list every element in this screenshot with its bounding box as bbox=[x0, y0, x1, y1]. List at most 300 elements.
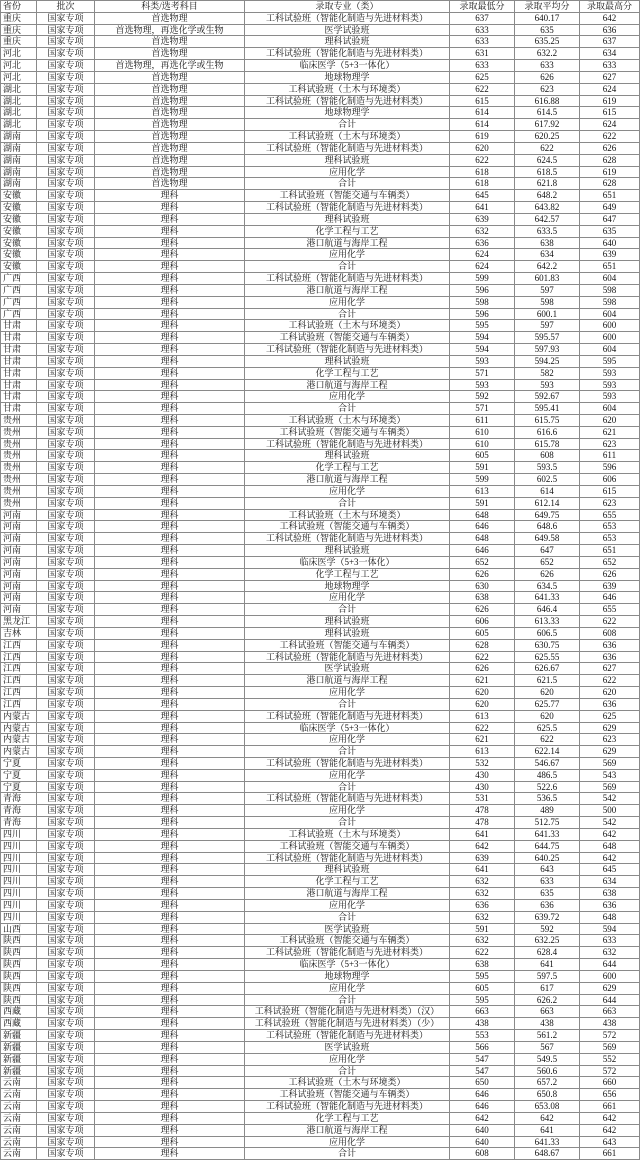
batch-cell: 国家专项 bbox=[37, 131, 95, 142]
province-cell: 四川 bbox=[1, 876, 37, 887]
avg-score-cell: 635.25 bbox=[515, 36, 580, 47]
major-cell: 合计 bbox=[245, 498, 450, 509]
min-score-cell: 642 bbox=[450, 841, 515, 852]
table-row bbox=[1, 1137, 640, 1149]
avg-score-cell: 595.41 bbox=[515, 403, 580, 414]
batch-cell: 国家专项 bbox=[37, 924, 95, 935]
min-score-cell: 622 bbox=[450, 155, 515, 166]
subject-cell: 首选物理 bbox=[95, 107, 245, 118]
table-row bbox=[1, 545, 640, 557]
table-row bbox=[1, 983, 640, 995]
major-cell: 港口航道与海岸工程 bbox=[245, 285, 450, 296]
subject-cell: 理科 bbox=[95, 332, 245, 343]
batch-cell: 国家专项 bbox=[37, 581, 95, 592]
major-cell: 工科试验班（智能交通与车辆类） bbox=[245, 521, 450, 532]
max-score-cell: 608 bbox=[580, 628, 640, 639]
max-score-cell: 643 bbox=[580, 1137, 640, 1148]
min-score-cell: 571 bbox=[450, 368, 515, 379]
max-score-cell: 542 bbox=[580, 817, 640, 828]
table-row bbox=[1, 285, 640, 297]
header-province: 省份 bbox=[1, 1, 37, 12]
max-score-cell: 620 bbox=[580, 415, 640, 426]
batch-cell: 国家专项 bbox=[37, 462, 95, 473]
max-score-cell: 639 bbox=[580, 581, 640, 592]
subject-cell: 理科 bbox=[95, 1018, 245, 1029]
max-score-cell: 642 bbox=[580, 853, 640, 864]
max-score-cell: 633 bbox=[580, 60, 640, 71]
table-row bbox=[1, 711, 640, 723]
batch-cell: 国家专项 bbox=[37, 498, 95, 509]
table-row bbox=[1, 1101, 640, 1113]
table-row bbox=[1, 817, 640, 829]
min-score-cell: 632 bbox=[450, 888, 515, 899]
major-cell: 应用化学 bbox=[245, 687, 450, 698]
avg-score-cell: 626.67 bbox=[515, 663, 580, 674]
max-score-cell: 569 bbox=[580, 782, 640, 793]
max-score-cell: 651 bbox=[580, 190, 640, 201]
max-score-cell: 604 bbox=[580, 403, 640, 414]
province-cell: 甘肃 bbox=[1, 368, 37, 379]
major-cell: 工科试验班（智能化制造与先进材料类） bbox=[245, 1101, 450, 1112]
subject-cell: 首选物理 bbox=[95, 84, 245, 95]
table-row bbox=[1, 557, 640, 569]
province-cell: 河北 bbox=[1, 48, 37, 59]
min-score-cell: 430 bbox=[450, 782, 515, 793]
min-score-cell: 531 bbox=[450, 793, 515, 804]
avg-score-cell: 626 bbox=[515, 569, 580, 580]
avg-score-cell: 663 bbox=[515, 1006, 580, 1017]
max-score-cell: 593 bbox=[580, 380, 640, 391]
table-row bbox=[1, 853, 640, 865]
min-score-cell: 592 bbox=[450, 391, 515, 402]
subject-cell: 首选物理，再选化学或生物 bbox=[95, 25, 245, 36]
major-cell: 工科试验班（智能交通与车辆类） bbox=[245, 1089, 450, 1100]
batch-cell: 国家专项 bbox=[37, 652, 95, 663]
avg-score-cell: 620 bbox=[515, 687, 580, 698]
subject-cell: 理科 bbox=[95, 723, 245, 734]
min-score-cell: 640 bbox=[450, 1137, 515, 1148]
province-cell: 湖北 bbox=[1, 96, 37, 107]
avg-score-cell: 597.5 bbox=[515, 971, 580, 982]
avg-score-cell: 595.57 bbox=[515, 332, 580, 343]
table-row bbox=[1, 462, 640, 474]
max-score-cell: 644 bbox=[580, 959, 640, 970]
min-score-cell: 605 bbox=[450, 450, 515, 461]
batch-cell: 国家专项 bbox=[37, 356, 95, 367]
major-cell: 应用化学 bbox=[245, 167, 450, 178]
max-score-cell: 598 bbox=[580, 285, 640, 296]
province-cell: 西藏 bbox=[1, 1006, 37, 1017]
avg-score-cell: 649.75 bbox=[515, 510, 580, 521]
table-row bbox=[1, 391, 640, 403]
min-score-cell: 478 bbox=[450, 817, 515, 828]
major-cell: 医学试验班 bbox=[245, 663, 450, 674]
province-cell: 湖北 bbox=[1, 84, 37, 95]
max-score-cell: 611 bbox=[580, 450, 640, 461]
batch-cell: 国家专项 bbox=[37, 675, 95, 686]
avg-score-cell: 597 bbox=[515, 320, 580, 331]
major-cell: 合计 bbox=[245, 604, 450, 615]
province-cell: 四川 bbox=[1, 841, 37, 852]
major-cell: 理科试验班 bbox=[245, 616, 450, 627]
min-score-cell: 638 bbox=[450, 959, 515, 970]
min-score-cell: 622 bbox=[450, 652, 515, 663]
major-cell: 合计 bbox=[245, 403, 450, 414]
min-score-cell: 478 bbox=[450, 805, 515, 816]
subject-cell: 理科 bbox=[95, 853, 245, 864]
min-score-cell: 608 bbox=[450, 1148, 515, 1159]
min-score-cell: 633 bbox=[450, 25, 515, 36]
major-cell: 应用化学 bbox=[245, 1137, 450, 1148]
batch-cell: 国家专项 bbox=[37, 1137, 95, 1148]
min-score-cell: 638 bbox=[450, 592, 515, 603]
table-row bbox=[1, 261, 640, 273]
province-cell: 广西 bbox=[1, 285, 37, 296]
batch-cell: 国家专项 bbox=[37, 569, 95, 580]
subject-cell: 理科 bbox=[95, 604, 245, 615]
province-cell: 贵州 bbox=[1, 498, 37, 509]
major-cell: 工科试验班（智能化制造与先进材料类） bbox=[245, 711, 450, 722]
min-score-cell: 624 bbox=[450, 249, 515, 260]
table-row bbox=[1, 1089, 640, 1101]
subject-cell: 理科 bbox=[95, 320, 245, 331]
subject-cell: 理科 bbox=[95, 864, 245, 875]
table-row bbox=[1, 888, 640, 900]
batch-cell: 国家专项 bbox=[37, 521, 95, 532]
subject-cell: 理科 bbox=[95, 474, 245, 485]
province-cell: 云南 bbox=[1, 1113, 37, 1124]
min-score-cell: 599 bbox=[450, 474, 515, 485]
subject-cell: 首选物理 bbox=[95, 13, 245, 24]
subject-cell: 首选物理 bbox=[95, 155, 245, 166]
table-row bbox=[1, 332, 640, 344]
max-score-cell: 615 bbox=[580, 486, 640, 497]
min-score-cell: 646 bbox=[450, 1101, 515, 1112]
avg-score-cell: 567 bbox=[515, 1042, 580, 1053]
province-cell: 西藏 bbox=[1, 1018, 37, 1029]
province-cell: 重庆 bbox=[1, 36, 37, 47]
subject-cell: 理科 bbox=[95, 1077, 245, 1088]
province-cell: 广西 bbox=[1, 297, 37, 308]
batch-cell: 国家专项 bbox=[37, 959, 95, 970]
avg-score-cell: 632.2 bbox=[515, 48, 580, 59]
max-score-cell: 622 bbox=[580, 675, 640, 686]
table-row bbox=[1, 971, 640, 983]
min-score-cell: 632 bbox=[450, 226, 515, 237]
subject-cell: 理科 bbox=[95, 202, 245, 213]
batch-cell: 国家专项 bbox=[37, 60, 95, 71]
batch-cell: 国家专项 bbox=[37, 297, 95, 308]
min-score-cell: 646 bbox=[450, 545, 515, 556]
table-row bbox=[1, 356, 640, 368]
subject-cell: 理科 bbox=[95, 439, 245, 450]
avg-score-cell: 653.08 bbox=[515, 1101, 580, 1112]
subject-cell: 理科 bbox=[95, 1137, 245, 1148]
batch-cell: 国家专项 bbox=[37, 545, 95, 556]
avg-score-cell: 641.33 bbox=[515, 1137, 580, 1148]
min-score-cell: 591 bbox=[450, 924, 515, 935]
province-cell: 新疆 bbox=[1, 1054, 37, 1065]
province-cell: 陕西 bbox=[1, 995, 37, 1006]
major-cell: 理科试验班 bbox=[245, 628, 450, 639]
max-score-cell: 651 bbox=[580, 545, 640, 556]
batch-cell: 国家专项 bbox=[37, 48, 95, 59]
table-row bbox=[1, 912, 640, 924]
avg-score-cell: 635 bbox=[515, 25, 580, 36]
min-score-cell: 648 bbox=[450, 533, 515, 544]
subject-cell: 理科 bbox=[95, 521, 245, 532]
subject-cell: 首选物理 bbox=[95, 96, 245, 107]
table-row bbox=[1, 793, 640, 805]
batch-cell: 国家专项 bbox=[37, 226, 95, 237]
table-row bbox=[1, 1113, 640, 1125]
province-cell: 河南 bbox=[1, 557, 37, 568]
major-cell: 应用化学 bbox=[245, 983, 450, 994]
min-score-cell: 636 bbox=[450, 238, 515, 249]
batch-cell: 国家专项 bbox=[37, 510, 95, 521]
major-cell: 合计 bbox=[245, 119, 450, 130]
avg-score-cell: 616.6 bbox=[515, 427, 580, 438]
avg-score-cell: 647 bbox=[515, 545, 580, 556]
table-row bbox=[1, 675, 640, 687]
max-score-cell: 636 bbox=[580, 640, 640, 651]
avg-score-cell: 642.57 bbox=[515, 214, 580, 225]
batch-cell: 国家专项 bbox=[37, 439, 95, 450]
avg-score-cell: 634 bbox=[515, 249, 580, 260]
max-score-cell: 623 bbox=[580, 734, 640, 745]
avg-score-cell: 620.25 bbox=[515, 131, 580, 142]
major-cell: 港口航道与海岸工程 bbox=[245, 675, 450, 686]
batch-cell: 国家专项 bbox=[37, 1101, 95, 1112]
major-cell: 理科试验班 bbox=[245, 864, 450, 875]
max-score-cell: 663 bbox=[580, 1006, 640, 1017]
subject-cell: 理科 bbox=[95, 1054, 245, 1065]
table-row bbox=[1, 900, 640, 912]
subject-cell: 理科 bbox=[95, 711, 245, 722]
province-cell: 贵州 bbox=[1, 474, 37, 485]
province-cell: 贵州 bbox=[1, 486, 37, 497]
header-max-score: 录取最高分 bbox=[580, 1, 640, 12]
min-score-cell: 547 bbox=[450, 1066, 515, 1077]
min-score-cell: 620 bbox=[450, 687, 515, 698]
batch-cell: 国家专项 bbox=[37, 380, 95, 391]
batch-cell: 国家专项 bbox=[37, 817, 95, 828]
major-cell: 港口航道与海岸工程 bbox=[245, 238, 450, 249]
min-score-cell: 553 bbox=[450, 1030, 515, 1041]
min-score-cell: 591 bbox=[450, 498, 515, 509]
province-cell: 四川 bbox=[1, 864, 37, 875]
major-cell: 应用化学 bbox=[245, 900, 450, 911]
table-row bbox=[1, 1054, 640, 1066]
table-row bbox=[1, 935, 640, 947]
max-score-cell: 661 bbox=[580, 1148, 640, 1159]
major-cell: 临床医学（5+3一体化） bbox=[245, 959, 450, 970]
batch-cell: 国家专项 bbox=[37, 853, 95, 864]
min-score-cell: 614 bbox=[450, 119, 515, 130]
max-score-cell: 629 bbox=[580, 983, 640, 994]
table-row bbox=[1, 415, 640, 427]
subject-cell: 理科 bbox=[95, 297, 245, 308]
major-cell: 合计 bbox=[245, 178, 450, 189]
table-row bbox=[1, 238, 640, 250]
subject-cell: 理科 bbox=[95, 628, 245, 639]
max-score-cell: 629 bbox=[580, 723, 640, 734]
min-score-cell: 621 bbox=[450, 734, 515, 745]
avg-score-cell: 640.25 bbox=[515, 853, 580, 864]
max-score-cell: 653 bbox=[580, 533, 640, 544]
table-row bbox=[1, 805, 640, 817]
subject-cell: 理科 bbox=[95, 758, 245, 769]
min-score-cell: 625 bbox=[450, 72, 515, 83]
avg-score-cell: 648.6 bbox=[515, 521, 580, 532]
table-row bbox=[1, 533, 640, 545]
max-score-cell: 645 bbox=[580, 864, 640, 875]
subject-cell: 首选物理 bbox=[95, 167, 245, 178]
batch-cell: 国家专项 bbox=[37, 1042, 95, 1053]
province-cell: 贵州 bbox=[1, 439, 37, 450]
province-cell: 云南 bbox=[1, 1148, 37, 1159]
avg-score-cell: 612.14 bbox=[515, 498, 580, 509]
major-cell: 合计 bbox=[245, 699, 450, 710]
province-cell: 黑龙江 bbox=[1, 616, 37, 627]
batch-cell: 国家专项 bbox=[37, 995, 95, 1006]
major-cell: 工科试验班（智能化制造与先进材料类） bbox=[245, 652, 450, 663]
batch-cell: 国家专项 bbox=[37, 592, 95, 603]
batch-cell: 国家专项 bbox=[37, 971, 95, 982]
province-cell: 内蒙古 bbox=[1, 734, 37, 745]
subject-cell: 理科 bbox=[95, 533, 245, 544]
major-cell: 应用化学 bbox=[245, 770, 450, 781]
subject-cell: 理科 bbox=[95, 793, 245, 804]
batch-cell: 国家专项 bbox=[37, 72, 95, 83]
major-cell: 医学试验班 bbox=[245, 924, 450, 935]
batch-cell: 国家专项 bbox=[37, 533, 95, 544]
table-row bbox=[1, 699, 640, 711]
batch-cell: 国家专项 bbox=[37, 793, 95, 804]
max-score-cell: 638 bbox=[580, 888, 640, 899]
province-cell: 安徽 bbox=[1, 226, 37, 237]
subject-cell: 理科 bbox=[95, 545, 245, 556]
major-cell: 工科试验班（土木与环境类） bbox=[245, 510, 450, 521]
subject-cell: 首选物理 bbox=[95, 72, 245, 83]
table-row bbox=[1, 663, 640, 675]
province-cell: 广西 bbox=[1, 273, 37, 284]
province-cell: 甘肃 bbox=[1, 403, 37, 414]
max-score-cell: 649 bbox=[580, 202, 640, 213]
batch-cell: 国家专项 bbox=[37, 84, 95, 95]
batch-cell: 国家专项 bbox=[37, 770, 95, 781]
subject-cell: 首选物理 bbox=[95, 48, 245, 59]
min-score-cell: 594 bbox=[450, 332, 515, 343]
min-score-cell: 598 bbox=[450, 297, 515, 308]
batch-cell: 国家专项 bbox=[37, 143, 95, 154]
subject-cell: 理科 bbox=[95, 1042, 245, 1053]
major-cell: 工科试验班（智能化制造与先进材料类） bbox=[245, 1030, 450, 1041]
major-cell: 化学工程与工艺 bbox=[245, 876, 450, 887]
min-score-cell: 594 bbox=[450, 344, 515, 355]
min-score-cell: 438 bbox=[450, 1018, 515, 1029]
table-row bbox=[1, 995, 640, 1007]
major-cell: 工科试验班（智能化制造与先进材料类） bbox=[245, 13, 450, 24]
province-cell: 江西 bbox=[1, 652, 37, 663]
table-row bbox=[1, 604, 640, 616]
header-batch: 批次 bbox=[37, 1, 95, 12]
province-cell: 江西 bbox=[1, 640, 37, 651]
province-cell: 重庆 bbox=[1, 25, 37, 36]
subject-cell: 首选物理 bbox=[95, 131, 245, 142]
min-score-cell: 618 bbox=[450, 167, 515, 178]
batch-cell: 国家专项 bbox=[37, 734, 95, 745]
table-row bbox=[1, 723, 640, 735]
min-score-cell: 641 bbox=[450, 829, 515, 840]
major-cell: 化学工程与工艺 bbox=[245, 368, 450, 379]
table-row bbox=[1, 273, 640, 285]
avg-score-cell: 643 bbox=[515, 864, 580, 875]
min-score-cell: 632 bbox=[450, 935, 515, 946]
min-score-cell: 593 bbox=[450, 356, 515, 367]
avg-score-cell: 536.5 bbox=[515, 793, 580, 804]
subject-cell: 理科 bbox=[95, 1030, 245, 1041]
avg-score-cell: 560.6 bbox=[515, 1066, 580, 1077]
min-score-cell: 639 bbox=[450, 214, 515, 225]
province-cell: 江西 bbox=[1, 675, 37, 686]
avg-score-cell: 625.55 bbox=[515, 652, 580, 663]
subject-cell: 理科 bbox=[95, 380, 245, 391]
table-row bbox=[1, 758, 640, 770]
avg-score-cell: 639.72 bbox=[515, 912, 580, 923]
subject-cell: 理科 bbox=[95, 616, 245, 627]
batch-cell: 国家专项 bbox=[37, 1054, 95, 1065]
province-cell: 内蒙古 bbox=[1, 723, 37, 734]
avg-score-cell: 592 bbox=[515, 924, 580, 935]
major-cell: 工科试验班（土木与环境类） bbox=[245, 320, 450, 331]
avg-score-cell: 648.2 bbox=[515, 190, 580, 201]
max-score-cell: 572 bbox=[580, 1030, 640, 1041]
avg-score-cell: 608 bbox=[515, 450, 580, 461]
province-cell: 贵州 bbox=[1, 415, 37, 426]
subject-cell: 理科 bbox=[95, 841, 245, 852]
avg-score-cell: 642 bbox=[515, 1113, 580, 1124]
major-cell: 合计 bbox=[245, 995, 450, 1006]
major-cell: 工科试验班（土木与环境类） bbox=[245, 131, 450, 142]
min-score-cell: 648 bbox=[450, 510, 515, 521]
table-row bbox=[1, 450, 640, 462]
min-score-cell: 613 bbox=[450, 746, 515, 757]
province-cell: 重庆 bbox=[1, 13, 37, 24]
major-cell: 港口航道与海岸工程 bbox=[245, 380, 450, 391]
table-row bbox=[1, 616, 640, 628]
max-score-cell: 572 bbox=[580, 1066, 640, 1077]
major-cell: 工科试验班（智能化制造与先进材料类） bbox=[245, 439, 450, 450]
batch-cell: 国家专项 bbox=[37, 427, 95, 438]
batch-cell: 国家专项 bbox=[37, 947, 95, 958]
table-row bbox=[1, 96, 640, 108]
province-cell: 安徽 bbox=[1, 238, 37, 249]
major-cell: 理科试验班 bbox=[245, 545, 450, 556]
table-row bbox=[1, 1148, 640, 1160]
min-score-cell: 652 bbox=[450, 557, 515, 568]
table-row bbox=[1, 864, 640, 876]
batch-cell: 国家专项 bbox=[37, 1018, 95, 1029]
avg-score-cell: 594.25 bbox=[515, 356, 580, 367]
subject-cell: 理科 bbox=[95, 391, 245, 402]
avg-score-cell: 617 bbox=[515, 983, 580, 994]
major-cell: 合计 bbox=[245, 746, 450, 757]
batch-cell: 国家专项 bbox=[37, 415, 95, 426]
min-score-cell: 637 bbox=[450, 13, 515, 24]
batch-cell: 国家专项 bbox=[37, 167, 95, 178]
subject-cell: 理科 bbox=[95, 581, 245, 592]
